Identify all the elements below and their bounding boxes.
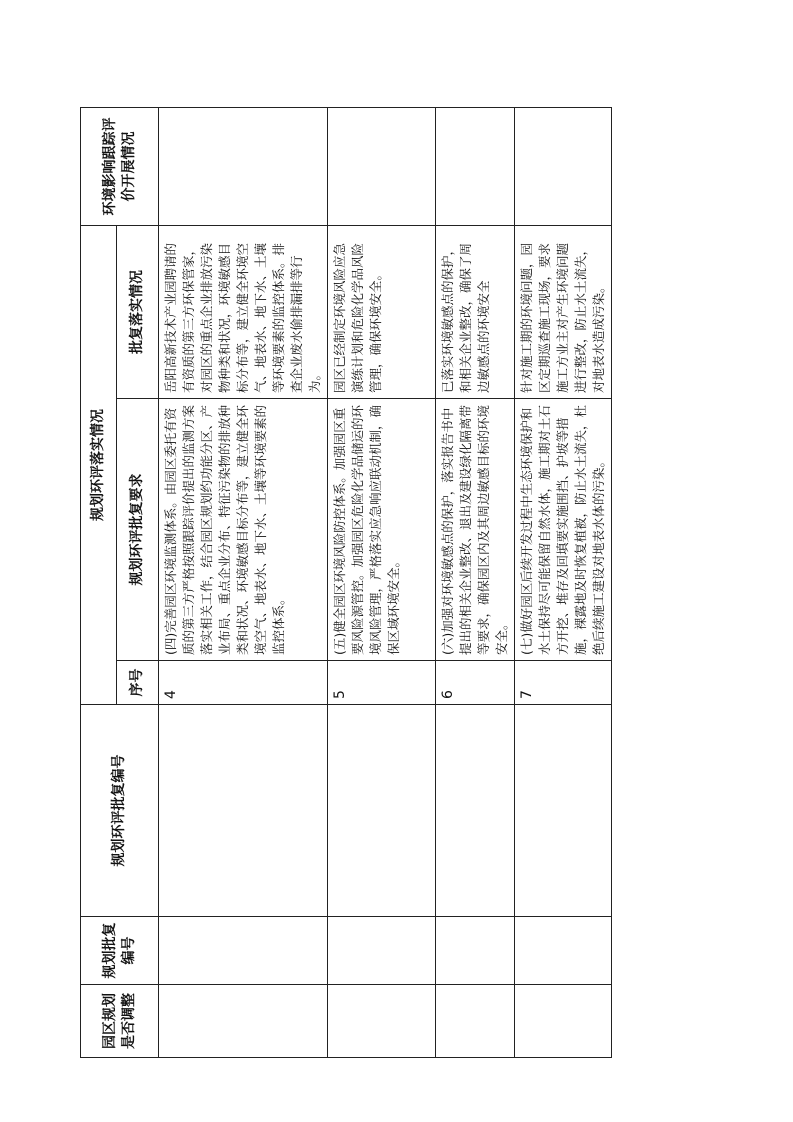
cell-adjusted (515, 985, 612, 1058)
cell-adjusted (159, 985, 328, 1058)
row-seq: 6 (436, 661, 515, 705)
cell-approval-number (515, 917, 612, 985)
row-seq: 4 (159, 661, 328, 705)
row-status: 岳阳高新技术产业园聘请的有资质的第三方环保管家，对园区的重点企业排放污染物种类和状况，环境敏感目标分布等，建立健全环境空气、地表水、地下水、土壤等环境要素的监控体系。排查企业废水偷排漏排等行为。 (159, 226, 328, 399)
implementation-table (80, 107, 612, 1058)
header-status: 批复落实情况 (117, 226, 159, 399)
cell-eia-approval-number (436, 705, 515, 917)
cell-adjusted (328, 985, 436, 1058)
cell-adjusted (436, 985, 515, 1058)
row-requirement: (五)健全园区环境风险防控体系。加强园区重要风险源管控。加强园区危险化学品储运的环境风险管理，严格落实应急响应联动机制，确保区域环境安全。 (328, 399, 436, 661)
row-status: 针对施工期的环境问题，园区定期巡查施工现场，要求施工方业主对产生环境问题进行整改，防止水土流失，对地表水造成污染。 (515, 226, 612, 399)
row-status: 已落实环境敏感点的保护，和相关企业整改，确保了周边敏感点的环境安全 (436, 226, 515, 399)
row-seq: 7 (515, 661, 612, 705)
row-requirement: (四)完善园区环境监测体系。由园区委托有资质的第三方严格按照跟踪评价提出的监测方案落实相关工作，结合园区规划约功能分区、产业布局、重点企业分布、特征污染物的排放种类和状况、环境敏感目标分布等，建立健全环境空气、地表水、地下水、土壤等环境要素的监控体系。 (159, 399, 328, 661)
cell-tracking (515, 108, 612, 226)
cell-approval-number (328, 917, 436, 985)
row-requirement: (七)做好园区后续开发过程中生态环境保护和水土保持尽可能保留自然水体，施工期对土石方开挖、堆存及回填要实施围挡、护坡等措施，裸露地及时恢复植被，防止水土流失，杜绝后续施工建设对地表水体的污染。 (515, 399, 612, 661)
header-eia-approval-number: 规划环评批复编号 (81, 705, 159, 917)
header-seq: 序号 (117, 661, 159, 705)
row-status: 园区已经制定环境风险应急演练计划和危险化学品风险管理，确保环境安全。 (328, 226, 436, 399)
header-requirement: 规划环评批复要求 (117, 399, 159, 661)
header-tracking-evaluation: 环境影响跟踪评价开展情况 (81, 108, 159, 226)
table-row (515, 108, 612, 1058)
rotated-page (80, 108, 606, 1058)
row-seq: 5 (328, 661, 436, 705)
cell-approval-number (436, 917, 515, 985)
row-requirement: (六)加强对环境敏感点的保护，落实报告书中提出的相关企业整改、退出及建设绿化隔离带等要求，确保园区内及其周边敏感目标的环境安全。 (436, 399, 515, 661)
table-row (436, 108, 515, 1058)
cell-eia-approval-number (515, 705, 612, 917)
cell-eia-approval-number (159, 705, 328, 917)
header-implementation-group: 规划环评落实情况 (81, 226, 117, 705)
table-row (159, 108, 328, 1058)
cell-approval-number (159, 917, 328, 985)
header-plan-adjusted: 园区规划是否调整 (81, 985, 159, 1058)
cell-eia-approval-number (328, 705, 436, 917)
cell-tracking (159, 108, 328, 226)
header-approval-number: 规划批复编号 (81, 917, 159, 985)
cell-tracking (328, 108, 436, 226)
table-row (328, 108, 436, 1058)
cell-tracking (436, 108, 515, 226)
